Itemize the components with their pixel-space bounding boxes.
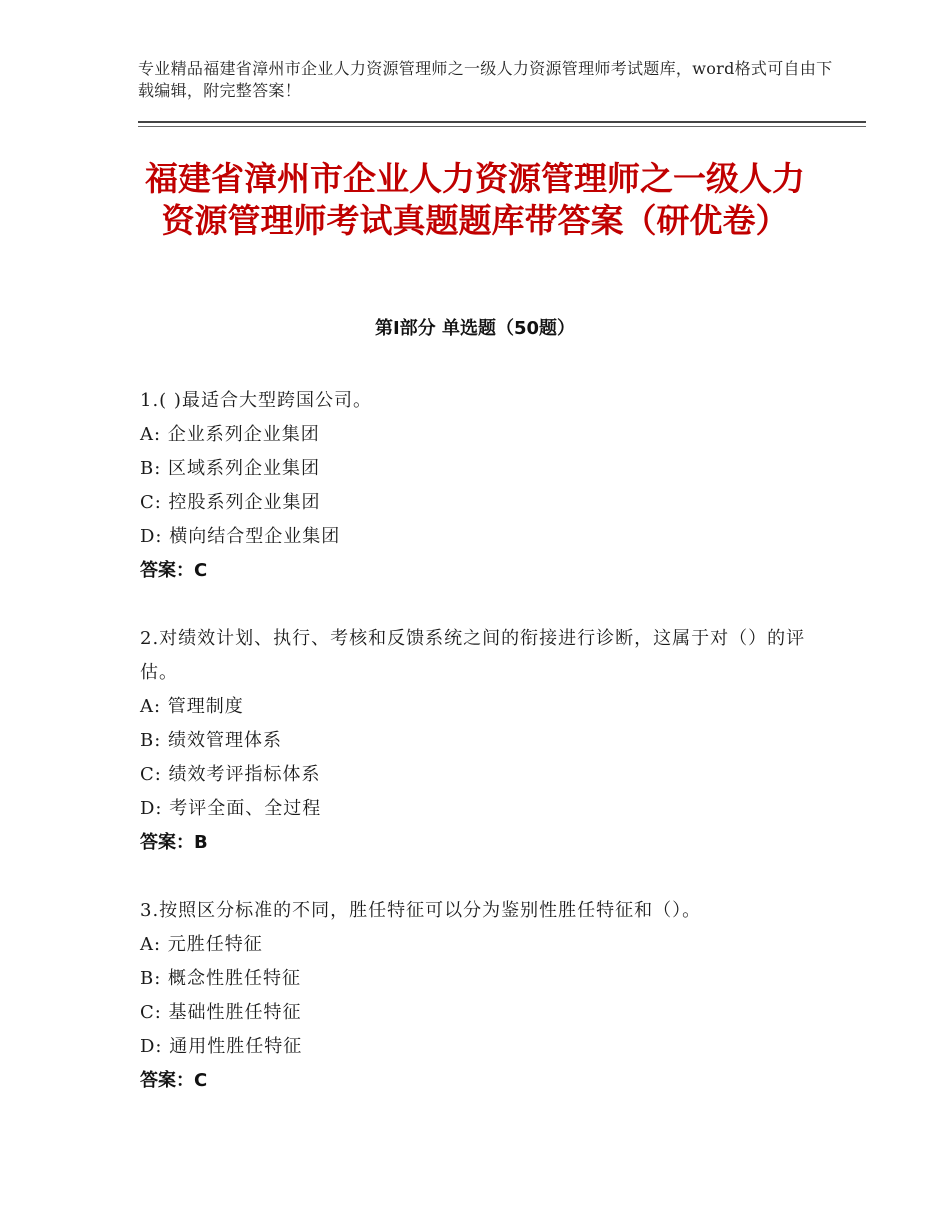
option-d: D: 考评全面、全过程 (140, 798, 322, 819)
option-d: D: 横向结合型企业集团 (140, 526, 341, 547)
header-note: 专业精品福建省漳州市企业人力资源管理师之一级人力资源管理师考试题库，word格式可自由下载编辑，附完整答案！ (138, 59, 833, 100)
section-heading: 第Ⅰ部分 单选题（50题） (374, 318, 575, 339)
option-b: B: 区域系列企业集团 (140, 458, 321, 479)
option-c: C: 控股系列企业集团 (140, 492, 321, 513)
option-c: C: 基础性胜任特征 (140, 1002, 302, 1023)
option-d: D: 通用性胜任特征 (140, 1036, 303, 1057)
answer-line: 答案：B (140, 832, 208, 853)
option-b: B: 绩效管理体系 (140, 730, 283, 751)
question-list (140, 384, 820, 1132)
header-divider-secondary (138, 126, 866, 127)
question-stem: 1.( )最适合大型跨国公司。 (140, 390, 372, 411)
document-title: 福建省漳州市企业人力资源管理师之一级人力资源管理师考试真题题库带答案（研优卷） (145, 159, 805, 240)
option-a: A: 管理制度 (140, 696, 244, 717)
option-a: A: 企业系列企业集团 (140, 424, 320, 445)
option-c: C: 绩效考评指标体系 (140, 764, 321, 785)
question-item (140, 894, 820, 1098)
question-stem: 2.对绩效计划、执行、考核和反馈系统之间的衔接进行诊断，这属于对（）的评估。 (140, 628, 806, 683)
question-item (140, 622, 820, 860)
option-b: B: 概念性胜任特征 (140, 968, 302, 989)
option-a: A: 元胜任特征 (140, 934, 263, 955)
answer-line: 答案：C (140, 1070, 208, 1091)
question-stem: 3.按照区分标准的不同，胜任特征可以分为鉴别性胜任特征和（）。 (140, 900, 702, 921)
header-divider (138, 121, 866, 123)
answer-line: 答案：C (140, 560, 208, 581)
question-item (140, 384, 820, 588)
